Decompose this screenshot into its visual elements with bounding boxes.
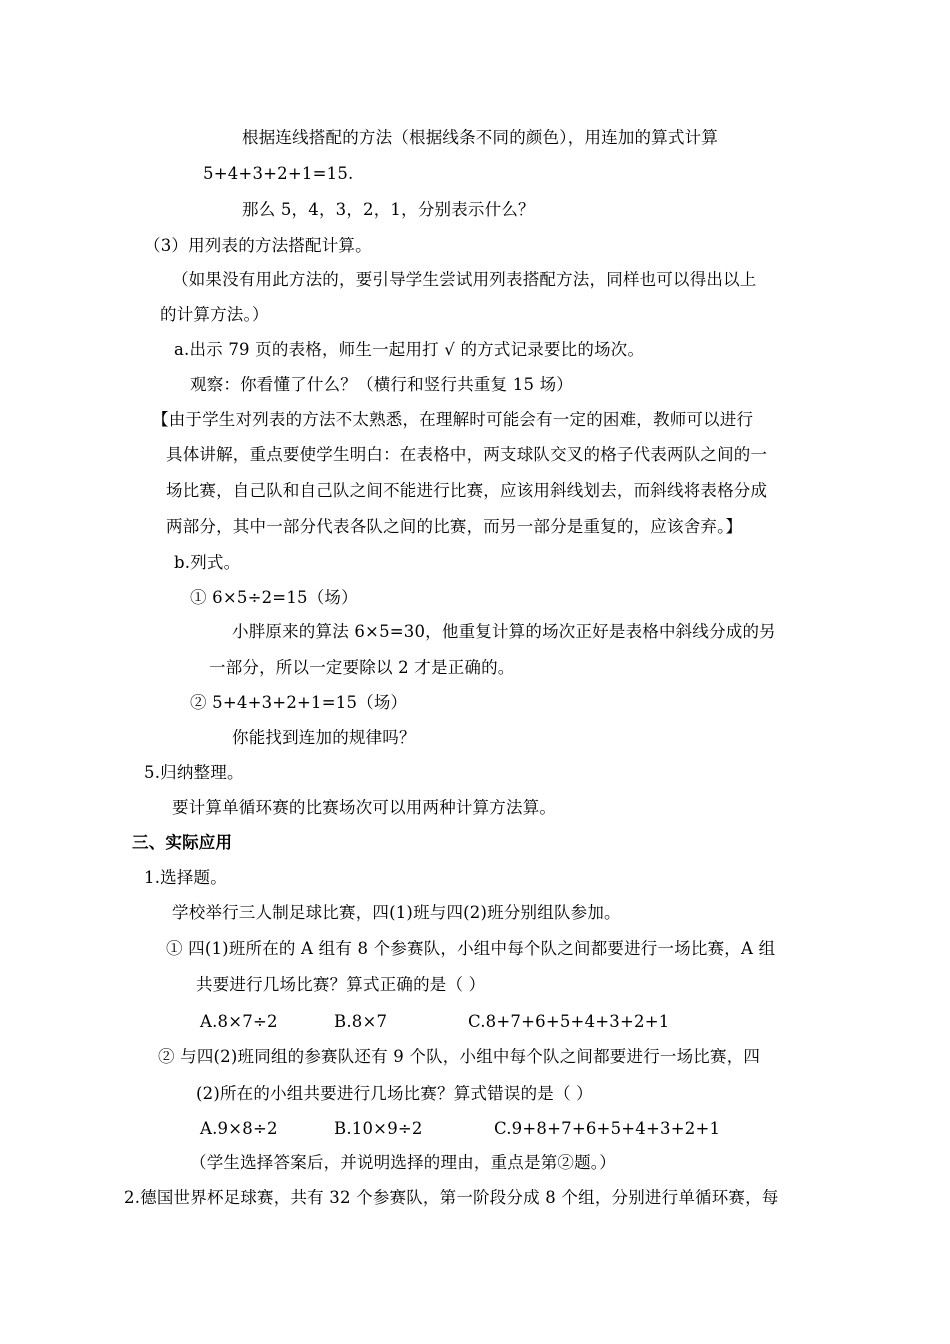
text-line: 你能找到连加的规律吗？ xyxy=(232,728,416,747)
text-line: 【由于学生对列表的方法不太熟悉，在理解时可能会有一定的困难，教师可以进行 xyxy=(152,410,754,429)
text-line: 两部分，其中一部分代表各队之间的比赛，而另一部分是重复的，应该舍弃。】 xyxy=(166,517,743,536)
text-line: ① 6×5÷2=15（场） xyxy=(190,588,358,607)
option-a: A.9×8÷2 xyxy=(200,1119,278,1138)
section-heading: 三、实际应用 xyxy=(132,833,233,852)
text-line: 观察：你看懂了什么？（横行和竖行共重复 15 场） xyxy=(190,375,573,394)
text-line: （如果没有用此方法的，要引导学生尝试用列表搭配方法，同样也可以得出以上 xyxy=(172,270,757,289)
text-line: ② 与四(2)班同组的参赛队还有 9 个队，小组中每个队之间都要进行一场比赛，四 xyxy=(158,1047,761,1066)
text-line: 共要进行几场比赛？算式正确的是（ ） xyxy=(196,975,486,994)
text-line: a.出示 79 页的表格，师生一起用打 √ 的方式记录要比的场次。 xyxy=(174,340,645,359)
text-line: 5.归纳整理。 xyxy=(144,763,244,782)
text-line: (2)所在的小组共要进行几场比赛？算式错误的是（ ） xyxy=(196,1084,593,1103)
text-line: 学校举行三人制足球比赛，四(1)班与四(2)班分别组队参加。 xyxy=(172,903,621,922)
text-line: 小胖原来的算法 6×5=30，他重复计算的场次正好是表格中斜线分成的另 xyxy=(232,622,776,641)
text-line: 1.选择题。 xyxy=(144,868,227,887)
text-line: ① 四(1)班所在的 A 组有 8 个参赛队，小组中每个队之间都要进行一场比赛，A 组 xyxy=(166,939,776,958)
text-line: 场比赛，自己队和自己队之间不能进行比赛，应该用斜线划去，而斜线将表格分成 xyxy=(166,481,768,500)
text-line: 具体讲解，重点要使学生明白：在表格中，两支球队交叉的格子代表两队之间的一 xyxy=(166,445,768,464)
option-c: C.9+8+7+6+5+4+3+2+1 xyxy=(494,1119,721,1138)
text-line: （3）用列表的方法搭配计算。 xyxy=(144,236,372,255)
text-line: 要计算单循环赛的比赛场次可以用两种计算方法算。 xyxy=(172,798,557,817)
option-b: B.10×9÷2 xyxy=(334,1119,423,1138)
text-line: b.列式。 xyxy=(174,553,241,572)
text-line: 根据连线搭配的方法（根据线条不同的颜色），用连加的算式计算 xyxy=(242,128,719,147)
option-b: B.8×7 xyxy=(334,1012,388,1031)
option-c: C.8+7+6+5+4+3+2+1 xyxy=(468,1012,670,1031)
option-a: A.8×7÷2 xyxy=(200,1012,278,1031)
text-line: 2.德国世界杯足球赛，共有 32 个参赛队，第一阶段分成 8 个组，分别进行单循环赛，每 xyxy=(124,1188,779,1207)
text-line: ② 5+4+3+2+1=15（场） xyxy=(190,693,408,712)
text-line: 5+4+3+2+1=15. xyxy=(203,164,354,183)
text-line: 一部分，所以一定要除以 2 才是正确的。 xyxy=(209,658,515,677)
text-line: 的计算方法。） xyxy=(160,305,269,324)
text-line: 那么 5，4，3，2，1，分别表示什么？ xyxy=(242,200,535,219)
text-line: （学生选择答案后，并说明选择的理由，重点是第②题。） xyxy=(190,1153,616,1172)
